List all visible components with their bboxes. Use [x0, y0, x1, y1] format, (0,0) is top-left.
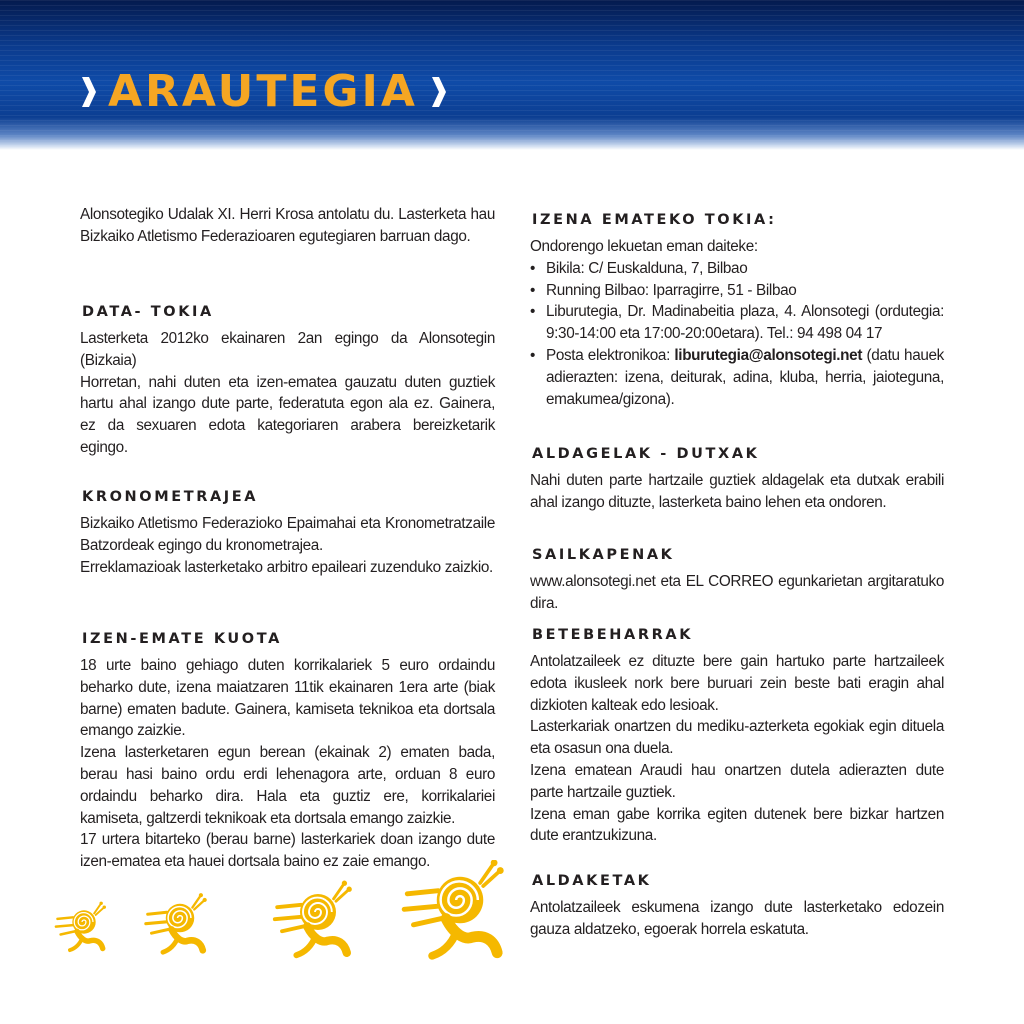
data-tokia-section	[80, 302, 495, 459]
list-item: • Liburutegia, Dr. Madinabeitia plaza, 4. Alonsotegi (ordutegia: 9:30-14:00 eta 17:00-20:00etara). Tel.: 94 498 04 17	[530, 301, 944, 345]
betebeharrak-section	[530, 625, 944, 847]
paragraph: Izena ematean Araudi hau onartzen dutela adierazten dute parte hartzaile guztiek.	[530, 761, 944, 801]
sailkapenak-section	[530, 545, 944, 615]
paragraph: Nahi duten parte hartzaile guztiek aldagelak eta dutxak erabili ahal izango dituzte, lasterketa baino lehen eta ondoren.	[530, 472, 944, 511]
email-note: (datu hauek adierazten: izena, deiturak, adina, kluba, herria, jaioteguna, emakumea/gizona).	[546, 346, 944, 408]
snail-icon	[56, 902, 106, 951]
aldagelak-section	[530, 444, 944, 514]
paragraph: Ondorengo lekuetan eman daiteke:	[530, 238, 758, 255]
section-heading: SAILKAPENAK	[532, 547, 675, 563]
running-snails-decoration	[40, 860, 540, 1020]
section-heading: IZENA EMATEKO TOKIA:	[532, 212, 777, 228]
section-heading: DATA- TOKIA	[82, 304, 214, 320]
aldaketak-section	[530, 871, 944, 941]
section-heading: ALDAGELAK - DUTXAK	[532, 446, 760, 462]
section-heading: BETEBEHARRAK	[532, 627, 694, 643]
paragraph: Erreklamazioak lasterketako arbitro epaileari zuzenduko zaizkio.	[80, 558, 493, 576]
paragraph: Bizkaiko Atletismo Federazioko Epaimahai eta Kronometratzaile Batzordeak egingo du kronometrajea.	[80, 515, 495, 554]
paragraph: 17 urtera bitarteko (berau barne) lasterkariek doan izango dute izen-ematea eta hauei dortsala baino ez zaie emango.	[80, 831, 495, 871]
paragraph: Antolatzaileek ez dituzte bere gain hartuko parte hartzaileek edota ikusleek nork bere buruari zein beste bati eragin ahal dizkioten kalteak edo lesioak.	[530, 653, 944, 714]
paragraph: Izena lasterketaren egun berean (ekainak 2) ematen bada, berau hasi baino ordu erdi lehenagora arte, orduan 8 euro ordaindu beharko dira. Hala eta guztiz ere, korrikalariei kamiseta, galtzerdi teknikoak eta dortsala emango zaizkie.	[80, 744, 495, 827]
snail-icon	[146, 893, 207, 952]
kuota-section	[80, 629, 495, 873]
list-item: • Bikila: C/ Euskalduna, 7, Bilbao	[530, 258, 944, 280]
section-heading: IZEN-EMATE KUOTA	[82, 631, 282, 647]
chevron-right-icon	[80, 77, 96, 107]
intro-section	[80, 204, 495, 248]
page-title: ARAUTEGIA	[108, 66, 418, 117]
header-banner	[0, 0, 1024, 150]
paragraph: Antolatzaileek eskumena izango dute lasterketako edozein gauza aldatzeko, egoerak horrela eskatuta.	[530, 899, 944, 938]
paragraph: Lasterketa 2012ko ekainaren 2an egingo da Alonsotegin (Bizkaia)	[80, 330, 495, 369]
intro-text: Alonsotegiko Udalak XI. Herri Krosa antolatu du. Lasterketa hau Bizkaiko Atletismo Federazioaren egutegiaren barruan dago.	[80, 206, 495, 245]
paragraph: www.alonsotegi.net eta EL CORREO egunkarietan argitaratuko dira.	[530, 573, 944, 612]
location-list	[530, 258, 944, 411]
list-item: • Running Bilbao: Iparragirre, 51 - Bilbao	[530, 280, 944, 302]
snail-icon	[404, 860, 504, 956]
snail-icon	[275, 881, 352, 956]
list-item	[530, 345, 944, 410]
izena-emateko-tokia-section	[530, 210, 944, 410]
paragraph: Lasterkariak onartzen du mediku-azterketa egokiak egin dituela eta osasun ona duela.	[530, 718, 944, 758]
header-title-group	[80, 64, 446, 120]
paragraph: Horretan, nahi duten eta izen-ematea gauzatu duten guztiek hartu ahal izango dute parte, federatuta egon ala ez. Gainera, ez da sexuaren edota kategoriaren arabera bereizketarik egingo.	[80, 373, 495, 456]
kronometrajea-section	[80, 487, 495, 578]
section-heading: KRONOMETRAJEA	[82, 489, 259, 505]
paragraph: 18 urte baino gehiago duten korrikalariek 5 euro ordaindu beharko dute, izena maiatzaren 11tik ekainaren 1era arte (biak barne) ematen badute. Gainera, kamiseta teknikoa eta dortsala emango zaizkie.	[80, 657, 495, 740]
paragraph: Izena eman gabe korrika egiten dutenek bere bizkar hartzen dute erantzukizuna.	[530, 805, 944, 845]
section-heading: ALDAKETAK	[532, 873, 652, 889]
email-label: Posta elektronikoa:	[546, 346, 675, 364]
email-link[interactable]: liburutegia@alonsotegi.net	[674, 346, 863, 364]
chevron-right-icon	[430, 77, 446, 107]
